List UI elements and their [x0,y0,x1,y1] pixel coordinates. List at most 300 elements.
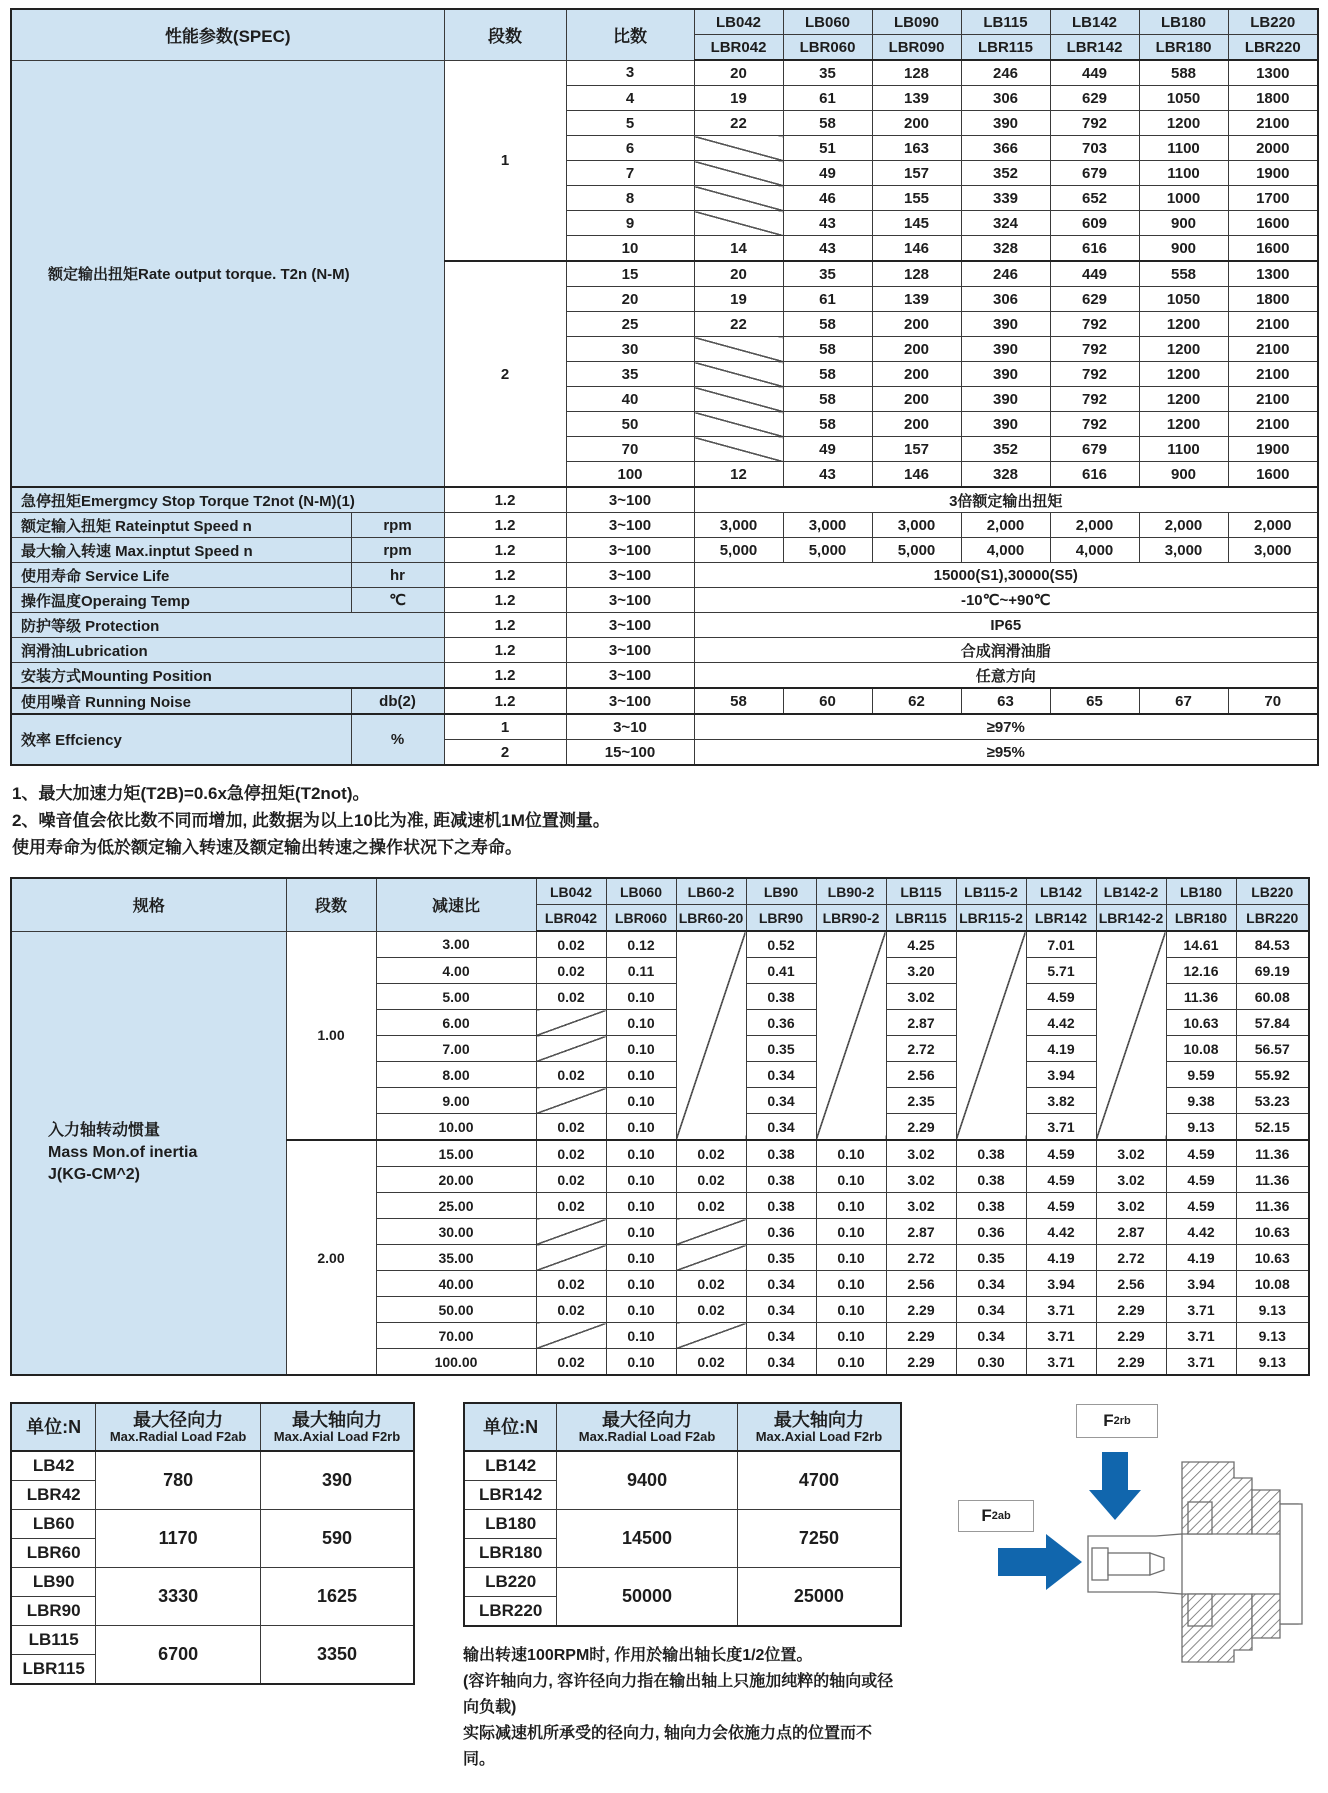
ratio-cell: 3~100 [566,487,694,513]
value-cell: 2.29 [1096,1323,1166,1349]
value-cell: 0.10 [606,1193,676,1219]
value-cell: 128 [872,60,961,86]
model-cell: LBR220 [464,1597,557,1627]
value-cell: 0.38 [746,1167,816,1193]
stage-cell: 1.2 [444,638,566,663]
value-cell: 0.10 [606,1219,676,1245]
value-cell: 0.02 [676,1271,746,1297]
header-en: Max.Axial Load F2rb [755,1429,883,1444]
value-cell: 3.02 [886,984,956,1010]
value-cell: 3.02 [1096,1193,1166,1219]
value-cell: 390 [961,337,1050,362]
model-header: LBR220 [1236,905,1309,932]
empty-diagonal-cell [676,1245,746,1271]
value-cell: 4.42 [1026,1010,1096,1036]
value-cell: 792 [1050,337,1139,362]
value-cell: 0.34 [746,1114,816,1141]
merged-value-cell: 任意方向 [694,663,1318,689]
value-cell: 1600 [1228,236,1318,262]
value-cell: 2,000 [1050,513,1139,538]
value-cell: 60.08 [1236,984,1309,1010]
value-cell: 588 [1139,60,1228,86]
ratio-cell: 15 [566,261,694,287]
value-cell: 69.19 [1236,958,1309,984]
value-cell: 62 [872,688,961,714]
value-cell: 2.56 [886,1062,956,1088]
value-cell: 0.35 [956,1245,1026,1271]
radial-force-arrow [1089,1452,1141,1520]
value-cell: 55.92 [1236,1062,1309,1088]
unit-cell: ℃ [351,588,444,613]
ratio-cell: 5.00 [376,984,536,1010]
model-header: LB220 [1236,878,1309,905]
value-cell: 0.10 [816,1323,886,1349]
model-cell: LBR90 [11,1597,96,1626]
table-row [11,588,1318,613]
merged-value-cell: 3倍额定输出扭矩 [694,487,1318,513]
value-cell: 49 [783,437,872,462]
axial-load-header [260,1403,414,1451]
value-cell: 3.71 [1166,1323,1236,1349]
value-cell: 652 [1050,186,1139,211]
value-cell: 352 [961,161,1050,186]
load-direction-diagram [942,1402,1318,1664]
value-cell: 0.10 [606,1140,676,1167]
value-cell: 2000 [1228,136,1318,161]
value-cell: 4.59 [1026,1193,1096,1219]
value-cell: 9.13 [1236,1323,1309,1349]
model-header: LBR042 [694,35,783,61]
value-cell: 5,000 [694,538,783,563]
value-cell: 1200 [1139,387,1228,412]
table-row [464,1568,901,1597]
value-cell: 0.02 [676,1297,746,1323]
ratio-cell: 100 [566,462,694,488]
value-cell: 53.23 [1236,1088,1309,1114]
value-cell: 10.63 [1236,1219,1309,1245]
model-header: LB142 [1026,878,1096,905]
model-header: LBR220 [1228,35,1318,61]
radial-value-cell: 1170 [96,1510,261,1568]
value-cell: 3,000 [694,513,783,538]
empty-diagonal-cell [676,1323,746,1349]
empty-diagonal-cell [536,1010,606,1036]
value-cell: 19 [694,287,783,312]
value-cell: 0.02 [536,1167,606,1193]
radial-value-cell: 9400 [557,1451,738,1510]
ratio-cell: 100.00 [376,1349,536,1376]
model-header: LBR90 [746,905,816,932]
value-cell: 0.10 [816,1167,886,1193]
force-label-text: F [981,1506,992,1525]
empty-diagonal-cell [694,161,783,186]
model-cell: LBR180 [464,1539,557,1568]
value-cell: 0.38 [746,1193,816,1219]
radial-value-cell: 50000 [557,1568,738,1627]
value-cell: 1200 [1139,312,1228,337]
value-cell: 60 [783,688,872,714]
header-zh: 最大轴向力 [291,1410,382,1430]
efficiency-row-label: 效率 Effciency [11,714,351,765]
value-cell: 3.82 [1026,1088,1096,1114]
value-cell: 0.34 [956,1271,1026,1297]
table-row [11,714,1318,740]
spec-row-label: 润滑油Lubrication [11,638,444,663]
model-header: LB115 [961,9,1050,35]
value-cell: 3.71 [1026,1349,1096,1376]
ratio-cell: 30.00 [376,1219,536,1245]
header-zh: 最大轴向力 [773,1410,864,1430]
value-cell: 792 [1050,387,1139,412]
unit-cell: hr [351,563,444,588]
ratio-cell: 9.00 [376,1088,536,1114]
value-cell: 1600 [1228,211,1318,236]
value-cell: 0.02 [536,931,606,958]
value-cell: 9.13 [1236,1297,1309,1323]
ratio-cell: 10 [566,236,694,262]
value-cell: 146 [872,462,961,488]
value-cell: 679 [1050,437,1139,462]
ratio-header: 减速比 [376,878,536,931]
value-cell: 0.52 [746,931,816,958]
value-cell: 10.08 [1166,1036,1236,1062]
model-header: LBR060 [606,905,676,932]
model-header: LB115-2 [956,878,1026,905]
load-table-small [10,1402,415,1685]
value-cell: 390 [961,412,1050,437]
value-cell: 0.10 [606,1245,676,1271]
empty-diagonal-cell [694,211,783,236]
axial-force-arrow [998,1534,1082,1590]
value-cell: 0.02 [536,1140,606,1167]
unit-header: 单位:N [11,1403,96,1451]
value-cell: 52.15 [1236,1114,1309,1141]
table-row [11,513,1318,538]
value-cell: 4.59 [1026,1167,1096,1193]
ratio-cell: 7.00 [376,1036,536,1062]
value-cell: 449 [1050,60,1139,86]
value-cell: 0.35 [746,1245,816,1271]
value-cell: 0.38 [746,984,816,1010]
value-cell: 5,000 [872,538,961,563]
header-en: Max.Radial Load F2ab [109,1429,247,1444]
value-cell: 46 [783,186,872,211]
value-cell: 1050 [1139,86,1228,111]
ratio-cell: 4 [566,86,694,111]
gearbox-cross-section-drawing [942,1402,1318,1664]
empty-diagonal-cell [694,437,783,462]
model-header: LB042 [536,878,606,905]
ratio-cell: 3~100 [566,513,694,538]
model-cell: LB180 [464,1510,557,1539]
model-header: LBR042 [536,905,606,932]
value-cell: 1200 [1139,337,1228,362]
value-cell: 3,000 [1139,538,1228,563]
value-cell: 43 [783,211,872,236]
value-cell: 4.59 [1166,1193,1236,1219]
value-cell: 339 [961,186,1050,211]
value-cell: 900 [1139,236,1228,262]
value-cell: 1900 [1228,161,1318,186]
value-cell: 0.10 [606,984,676,1010]
value-cell: 0.10 [606,1036,676,1062]
ratio-cell: 15.00 [376,1140,536,1167]
value-cell: 0.02 [536,1193,606,1219]
axial-value-cell: 25000 [737,1568,901,1627]
value-cell: 449 [1050,261,1139,287]
value-cell: 0.02 [536,1297,606,1323]
notes-block-1 [12,780,1318,861]
note-line: 输出转速100RPM时, 作用於输出轴长度1/2位置。 [463,1647,813,1664]
model-header: LB060 [606,878,676,905]
model-header: LB042 [694,9,783,35]
value-cell: 1200 [1139,362,1228,387]
value-cell: 58 [783,412,872,437]
model-cell: LBR42 [11,1481,96,1510]
value-cell: 0.10 [606,1297,676,1323]
value-cell: 58 [783,337,872,362]
value-cell: 14.61 [1166,931,1236,958]
value-cell: 3.71 [1026,1297,1096,1323]
value-cell: 1200 [1139,111,1228,136]
value-cell: 390 [961,111,1050,136]
value-cell: 9.38 [1166,1088,1236,1114]
spec-header: 性能参数(SPEC) [11,9,444,60]
value-cell: 0.10 [606,1114,676,1141]
model-cell: LB90 [11,1568,96,1597]
value-cell: 157 [872,437,961,462]
empty-diagonal-cell [676,1219,746,1245]
value-cell: 0.02 [536,1349,606,1376]
value-cell: 163 [872,136,961,161]
value-cell: 2100 [1228,312,1318,337]
model-header: LB90 [746,878,816,905]
value-cell: 58 [783,362,872,387]
value-cell: 390 [961,312,1050,337]
value-cell: 2.72 [886,1245,956,1271]
table-row [11,487,1318,513]
value-cell: 3,000 [1228,538,1318,563]
value-cell: 616 [1050,462,1139,488]
unit-cell: rpm [351,513,444,538]
value-cell: 558 [1139,261,1228,287]
value-cell: 2.29 [886,1323,956,1349]
empty-diagonal-cell [694,362,783,387]
ratio-cell: 20 [566,287,694,312]
stage-cell: 1.2 [444,588,566,613]
note-line: 使用寿命为低於额定输入转速及额定输出转速之操作状况下之寿命。 [12,838,522,857]
ratio-cell: 8 [566,186,694,211]
force-label-sub: 2ab [991,1510,1011,1522]
value-cell: 0.38 [746,1140,816,1167]
value-cell: 4.59 [1166,1167,1236,1193]
spec-row-label: 急停扭矩Emergmcy Stop Torque T2not (N-M)(1) [11,487,444,513]
label-line: Mass Mon.of inertia [48,1143,198,1161]
ratio-cell: 3~100 [566,563,694,588]
stage-header: 段数 [286,878,376,931]
value-cell: 0.02 [536,1114,606,1141]
force-label-sub: 2rb [1113,1415,1131,1427]
value-cell: 1100 [1139,161,1228,186]
empty-diagonal-cell [536,1036,606,1062]
value-cell: 145 [872,211,961,236]
value-cell: 0.38 [956,1193,1026,1219]
model-cell: LB60 [11,1510,96,1539]
value-cell: 2100 [1228,337,1318,362]
value-cell: 609 [1050,211,1139,236]
table-row [11,1510,414,1539]
model-cell: LB142 [464,1451,557,1481]
ratio-cell: 10.00 [376,1114,536,1141]
model-header: LB115 [886,878,956,905]
value-cell: 629 [1050,287,1139,312]
unit-cell: rpm [351,538,444,563]
stage-cell: 1.2 [444,513,566,538]
stage-cell: 1 [444,714,566,740]
model-cell: LBR142 [464,1481,557,1510]
value-cell: 0.02 [536,984,606,1010]
table-row [464,1451,901,1481]
ratio-cell: 40.00 [376,1271,536,1297]
value-cell: 12 [694,462,783,488]
value-cell: 200 [872,312,961,337]
stage-cell: 2 [444,261,566,487]
spec-row-label: 使用寿命 Service Life [11,563,351,588]
empty-diagonal-cell [816,931,886,1140]
axial-value-cell: 7250 [737,1510,901,1568]
value-cell: 0.38 [956,1167,1026,1193]
value-cell: 0.02 [676,1349,746,1376]
radial-value-cell: 6700 [96,1626,261,1685]
value-cell: 2.29 [886,1114,956,1141]
model-header: LBR090 [872,35,961,61]
ratio-cell: 3 [566,60,694,86]
model-header: LB220 [1228,9,1318,35]
value-cell: 200 [872,387,961,412]
ratio-cell: 6 [566,136,694,161]
value-cell: 0.02 [536,1271,606,1297]
model-header: LBR180 [1166,905,1236,932]
axial-load-header [737,1403,901,1451]
value-cell: 51 [783,136,872,161]
value-cell: 1100 [1139,437,1228,462]
value-cell: 0.12 [606,931,676,958]
value-cell: 11.36 [1236,1140,1309,1167]
value-cell: 246 [961,261,1050,287]
value-cell: 70 [1228,688,1318,714]
load-table-large [463,1402,902,1627]
bottom-section [10,1402,1318,1773]
value-cell: 128 [872,261,961,287]
value-cell: 246 [961,60,1050,86]
value-cell: 792 [1050,362,1139,387]
value-cell: 35 [783,261,872,287]
axial-value-cell: 4700 [737,1451,901,1510]
value-cell: 366 [961,136,1050,161]
value-cell: 139 [872,86,961,111]
model-cell: LB220 [464,1568,557,1597]
table-row [11,663,1318,689]
value-cell: 56.57 [1236,1036,1309,1062]
value-cell: 4.59 [1026,984,1096,1010]
value-cell: 4.59 [1166,1140,1236,1167]
value-cell: 679 [1050,161,1139,186]
model-header: LBR90-2 [816,905,886,932]
value-cell: 2.72 [1096,1245,1166,1271]
value-cell: 1600 [1228,462,1318,488]
unit-header: 单位:N [464,1403,557,1451]
table-row [11,613,1318,638]
ratio-cell: 3.00 [376,931,536,958]
value-cell: 306 [961,86,1050,111]
value-cell: 0.36 [746,1219,816,1245]
value-cell: 11.36 [1236,1167,1309,1193]
value-cell: 0.10 [606,1167,676,1193]
value-cell: 2.87 [1096,1219,1166,1245]
value-cell: 4.19 [1166,1245,1236,1271]
stage-cell: 1 [444,60,566,261]
value-cell: 3.71 [1026,1114,1096,1141]
empty-diagonal-cell [956,931,1026,1140]
value-cell: 2.56 [1096,1271,1166,1297]
model-header: LBR060 [783,35,872,61]
stage-cell: 1.2 [444,613,566,638]
value-cell: 0.10 [606,1010,676,1036]
value-cell: 11.36 [1166,984,1236,1010]
ratio-cell: 4.00 [376,958,536,984]
value-cell: 67 [1139,688,1228,714]
value-cell: 1000 [1139,186,1228,211]
ratio-cell: 7 [566,161,694,186]
value-cell: 1700 [1228,186,1318,211]
value-cell: 9.13 [1166,1114,1236,1141]
spec-row-label: 操作温度Operaing Temp [11,588,351,613]
value-cell: 0.30 [956,1349,1026,1376]
ratio-cell: 3~100 [566,538,694,563]
output-shaft [1088,1534,1182,1594]
value-cell: 61 [783,287,872,312]
value-cell: 4.59 [1026,1140,1096,1167]
radial-load-header [557,1403,738,1451]
value-cell: 0.10 [606,1088,676,1114]
header-en: Max.Axial Load F2rb [273,1429,401,1444]
model-header: LBR115 [886,905,956,932]
ratio-header: 比数 [566,9,694,60]
value-cell: 0.34 [746,1349,816,1376]
notes-block-2 [463,1643,902,1773]
value-cell: 0.34 [746,1088,816,1114]
value-cell: 0.10 [606,1271,676,1297]
value-cell: 2.72 [886,1036,956,1062]
value-cell: 3.02 [1096,1167,1166,1193]
value-cell: 792 [1050,111,1139,136]
note-line: 1、最大加速力矩(T2B)=0.6x急停扭矩(T2not)。 [12,784,370,803]
value-cell: 2100 [1228,362,1318,387]
stage-cell: 1.2 [444,538,566,563]
value-cell: 49 [783,161,872,186]
value-cell: 200 [872,111,961,136]
value-cell: 58 [694,688,783,714]
ratio-cell: 35.00 [376,1245,536,1271]
empty-diagonal-cell [536,1323,606,1349]
ratio-cell: 70.00 [376,1323,536,1349]
spec-header: 规格 [11,878,286,931]
axial-value-cell: 3350 [260,1626,414,1685]
value-cell: 0.10 [606,1323,676,1349]
model-header: LBR180 [1139,35,1228,61]
value-cell: 20 [694,60,783,86]
value-cell: 2.87 [886,1010,956,1036]
